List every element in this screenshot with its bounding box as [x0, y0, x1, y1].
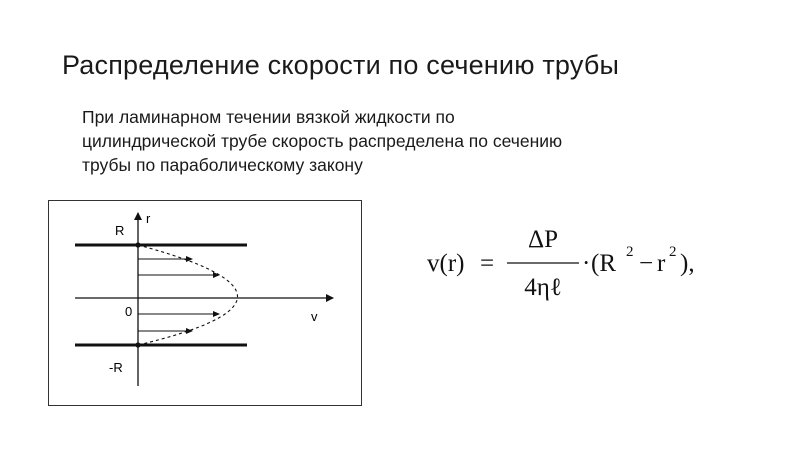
velocity-profile-diagram [48, 200, 362, 406]
label-zero: 0 [125, 304, 133, 319]
velocity-formula [425, 220, 725, 310]
formula-dot: · [582, 250, 591, 277]
v-axis-label: v [311, 309, 318, 324]
label-minus-R: -R [109, 360, 123, 375]
label-R: R [115, 223, 125, 238]
formula-open-R: (R [591, 250, 616, 277]
velocity-profile-svg [49, 201, 363, 407]
formula-close: ), [680, 250, 695, 277]
wall-point-top [135, 242, 140, 247]
body-line-3: трубы по параболическому закону [82, 155, 363, 175]
formula-equals: = [480, 250, 495, 277]
formula-svg [425, 220, 725, 310]
wall-point-bottom [135, 342, 140, 347]
slide-title: Распределение скорости по сечению трубы [62, 50, 620, 80]
formula-sup-1: 2 [626, 244, 634, 260]
formula-denominator: 4ηℓ [524, 274, 562, 301]
slide-body-text [82, 105, 742, 177]
formula-sup-2: 2 [669, 244, 677, 260]
r-axis-label: r [146, 211, 151, 226]
body-line-2: цилиндрической трубе скорость распределена по сечению [82, 131, 563, 151]
formula-r: r [657, 250, 666, 277]
parabolic-profile-curve [138, 245, 238, 345]
formula-numerator: ΔP [528, 226, 558, 253]
body-line-1: При ламинарном течении вязкой жидкости по [82, 107, 455, 127]
formula-lhs: v(r) [427, 250, 465, 277]
formula-minus: − [639, 250, 654, 277]
